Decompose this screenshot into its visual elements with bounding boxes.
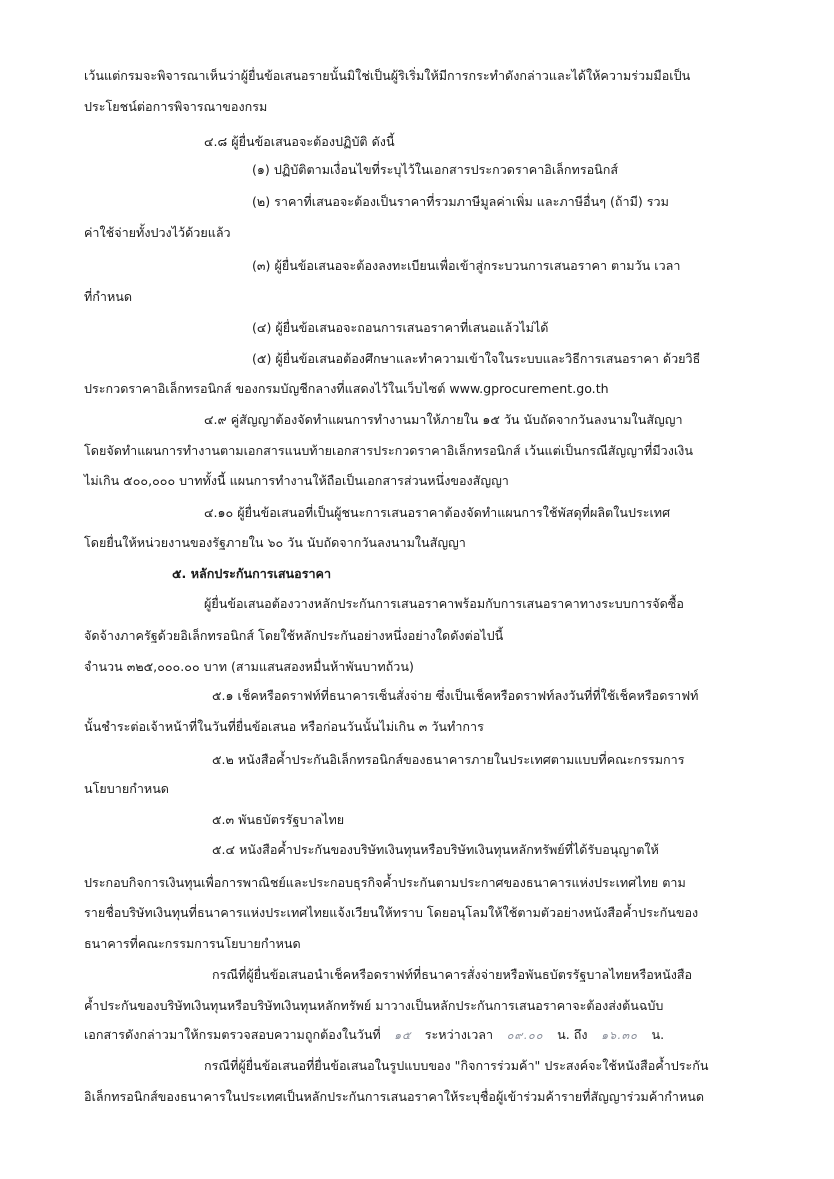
text-line: ธนาคารที่คณะกรรมการนโยบายกำหนด	[84, 936, 301, 951]
list-item-1: (๑) ปฏิบัติตามเงื่อนไขที่ระบุไว้ในเอกสารประกวดราคาอิเล็กทรอนิกส์	[252, 162, 619, 177]
list-item-3: (๓) ผู้ยื่นข้อเสนอจะต้องลงทะเบียนเพื่อเข้าสู่กระบวนการเสนอราคา ตามวัน เวลา	[252, 258, 681, 273]
list-item-5: (๕) ผู้ยื่นข้อเสนอต้องศึกษาและทำความเข้าใจในระบบและวิธีการเสนอราคา ด้วยวิธี	[252, 351, 701, 366]
text-line: ที่กำหนด	[84, 289, 133, 304]
text-line: โดยจัดทำแผนการทำงานตามเอกสารแนบท้ายเอกสารประกวดราคาอิเล็กทรอนิกส์ เว้นแต่เป็นกรณีสัญญาที่มีวงเงิน	[84, 443, 693, 458]
time-unit-end: น.	[651, 1027, 665, 1042]
text-line: โดยยื่นให้หน่วยงานของรัฐภายใน ๖๐ วัน นับถัดจากวันลงนามในสัญญา	[84, 535, 466, 550]
time-unit-to: น. ถึง	[557, 1027, 588, 1042]
verification-text: เอกสารดังกล่าวมาให้กรมตรวจสอบความถูกต้องในวันที่	[84, 1027, 381, 1042]
text-line: อิเล็กทรอนิกส์ของธนาคารในประเทศเป็นหลักประกันการเสนอราคาให้ระบุชื่อผู้เข้าร่วมค้ารายที่สัญญาร่วมค้ากำหนด	[84, 1089, 705, 1104]
guarantee-amount: จำนวน ๓๒๕,๐๐๐.๐๐ บาท (สามแสนสองหมื่นห้าพันบาทถ้วน)	[84, 659, 414, 674]
clause-heading-5-3: ๕.๓ พันธบัตรรัฐบาลไทย	[212, 812, 345, 827]
clause-heading-4-10: ๔.๑๐ ผู้ยื่นข้อเสนอที่เป็นผู้ชนะการเสนอราคาต้องจัดทำแผนการใช้พัสดุที่ผลิตในประเทศ	[204, 505, 671, 520]
clause-heading-4-9: ๔.๙ คู่สัญญาต้องจัดทำแผนการทำงานมาให้ภายใน ๑๕ วัน นับถัดจากวันลงนามในสัญญา	[204, 412, 683, 427]
between-time-label: ระหว่างเวลา	[424, 1027, 494, 1042]
text-line: นั้นชำระต่อเจ้าหน้าที่ในวันที่ยื่นข้อเสนอ หรือก่อนวันนั้นไม่เกิน ๓ วันทำการ	[84, 719, 484, 734]
handwritten-start-time: ๐๙.๐๐	[506, 1029, 544, 1042]
section-heading-5: ๕. หลักประกันการเสนอราคา	[172, 566, 332, 581]
handwritten-date: ๑๕	[394, 1029, 412, 1042]
clause-heading-5-1: ๕.๑ เช็คหรือดราฟท์ที่ธนาคารเซ็นสั่งจ่าย ซึ่งเป็นเช็คหรือดราฟท์ลงวันที่ที่ใช้เช็คหรือดราฟท์	[212, 688, 699, 703]
clause-heading-5-4: ๕.๔ หนังสือค้ำประกันของบริษัทเงินทุนหรือบริษัทเงินทุนหลักทรัพย์ที่ได้รับอนุญาตให้	[212, 842, 659, 857]
text-line: ผู้ยื่นข้อเสนอต้องวางหลักประกันการเสนอราคาพร้อมกับการเสนอราคาทางระบบการจัดซื้อ	[204, 596, 684, 611]
text-line: ค่าใช้จ่ายทั้งปวงไว้ด้วยแล้ว	[84, 225, 231, 240]
text-line: รายชื่อบริษัทเงินทุนที่ธนาคารแห่งประเทศไทยแจ้งเวียนให้ทราบ โดยอนุโลมให้ใช้ตามตัวอย่างหนังสือค้ำประกันของ	[84, 905, 699, 920]
text-line: กรณีที่ผู้ยื่นข้อเสนอที่ยื่นข้อเสนอในรูปแบบของ "กิจการร่วมค้า" ประสงค์จะใช้หนังสือค้ำประกัน	[204, 1058, 709, 1073]
text-line: ค้ำประกันของบริษัทเงินทุนหรือบริษัทเงินทุนหลักทรัพย์ มาวางเป็นหลักประกันการเสนอราคาจะต้องส่งต้นฉบับ	[84, 998, 664, 1013]
handwritten-end-time: ๑๖.๓๐	[601, 1029, 638, 1042]
text-line: จัดจ้างภาครัฐด้วยอิเล็กทรอนิกส์ โดยใช้หลักประกันอย่างหนึ่งอย่างใดดังต่อไปนี้	[84, 628, 504, 643]
list-item-2: (๒) ราคาที่เสนอจะต้องเป็นราคาที่รวมภาษีมูลค่าเพิ่ม และภาษีอื่นๆ (ถ้ามี) รวม	[252, 194, 669, 209]
text-line: นโยบายกำหนด	[84, 781, 169, 796]
text-line: ประกอบกิจการเงินทุนเพื่อการพาณิชย์และประกอบธุรกิจค้ำประกันตามประกาศของธนาคารแห่งประเทศไทย ตาม	[84, 875, 686, 890]
text-line: ประกวดราคาอิเล็กทรอนิกส์ ของกรมบัญชีกลางที่แสดงไว้ในเว็บไซต์ www.gprocurement.go.th	[84, 381, 609, 396]
text-line: กรณีที่ผู้ยื่นข้อเสนอนำเช็คหรือดราฟท์ที่ธนาคารสั่งจ่ายหรือพันธบัตรรัฐบาลไทยหรือหนังสือ	[212, 967, 693, 982]
list-item-4: (๔) ผู้ยื่นข้อเสนอจะถอนการเสนอราคาที่เสนอแล้วไม่ได้	[252, 320, 549, 335]
verification-line	[84, 1025, 664, 1046]
text-line: ไม่เกิน ๕๐๐,๐๐๐ บาททั้งนี้ แผนการทำงานให้ถือเป็นเอกสารส่วนหนึ่งของสัญญา	[84, 473, 509, 488]
clause-heading-5-2: ๕.๒ หนังสือค้ำประกันอิเล็กทรอนิกส์ของธนาคารภายในประเทศตามแบบที่คณะกรรมการ	[212, 752, 685, 767]
text-line: ประโยชน์ต่อการพิจารณาของกรม	[84, 99, 268, 114]
clause-heading-4-8: ๔.๘ ผู้ยื่นข้อเสนอจะต้องปฏิบัติ ดังนี้	[204, 134, 395, 149]
text-line: เว้นแต่กรมจะพิจารณาเห็นว่าผู้ยื่นข้อเสนอรายนั้นมิใช่เป็นผู้ริเริ่มให้มีการกระทำดังกล่าวและได้ให้ความร่วมมือเป็น	[84, 68, 691, 83]
